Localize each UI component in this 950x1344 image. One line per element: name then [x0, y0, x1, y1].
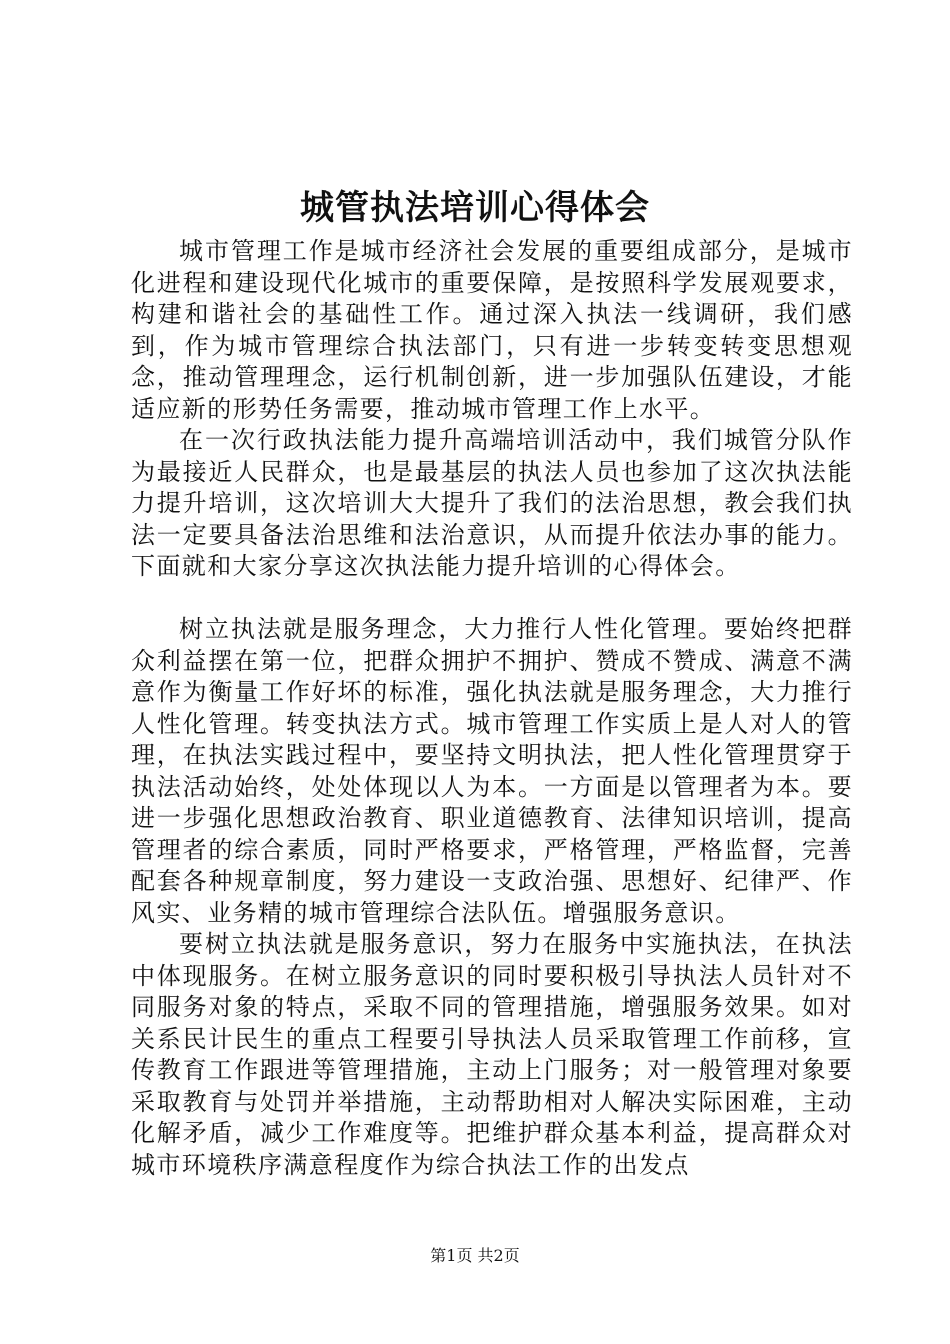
paragraph-spacer — [131, 583, 853, 615]
paragraph-2: 在一次行政执法能力提升高端培训活动中，我们城管分队作为最接近人民群众，也是最基层的执法人员也参加了这次执法能力提升培训，这次培训大大提升了我们的法治思想，教会我们执法一定要具备法治思维和法治意识，从而提升依法办事的能力。下面就和大家分享这次执法能力提升培训的心得体会。 — [131, 426, 853, 580]
paragraph-1: 城市管理工作是城市经济社会发展的重要组成部分，是城市化进程和建设现代化城市的重要保障，是按照科学发展观要求，构建和谐社会的基础性工作。通过深入执法一线调研，我们感到，作为城市管理综合执法部门，只有进一步转变转变思想观念，推动管理理念，运行机制创新，进一步加强队伍建设，才能适应新的形势任务需要，推动城市管理工作上水平。 — [131, 237, 853, 423]
paragraph-3: 树立执法就是服务理念，大力推行人性化管理。要始终把群众利益摆在第一位，把群众拥护不拥护、赞成不赞成、满意不满意作为衡量工作好坏的标准，强化执法就是服务理念，大力推行人性化管理。转变执法方式。城市管理工作实质上是人对人的管理，在执法实践过程中，要坚持文明执法，把人性化管理贯穿于执法活动始终，处处体现以人为本。一方面是以管理者为本。要进一步强化思想政治教育、职业道德教育、法律知识培训，提高管理者的综合素质，同时严格要求，严格管理，严格监督，完善配套各种规章制度，努力建设一支政治强、思想好、纪律严、作风实、业务精的城市管理综合法队伍。增强服务意识。 — [131, 615, 853, 927]
document-body — [131, 236, 853, 1181]
page-footer: 第1页 共2页 — [430, 1246, 520, 1265]
paragraph-4: 要树立执法就是服务意识，努力在服务中实施执法，在执法中体现服务。在树立服务意识的同时要积极引导执法人员针对不同服务对象的特点，采取不同的管理措施，增强服务效果。如对关系民计民生的重点工程要引导执法人员采取管理工作前移，宣传教育工作跟进等管理措施，主动上门服务；对一般管理对象要采取教育与处罚并举措施，主动帮助相对人解决实际困难，主动化解矛盾，减少工作难度等。把维护群众基本利益，提高群众对城市环境秩序满意程度作为综合执法工作的出发点 — [131, 930, 853, 1179]
document-title: 城管执法培训心得体会 — [300, 188, 650, 228]
